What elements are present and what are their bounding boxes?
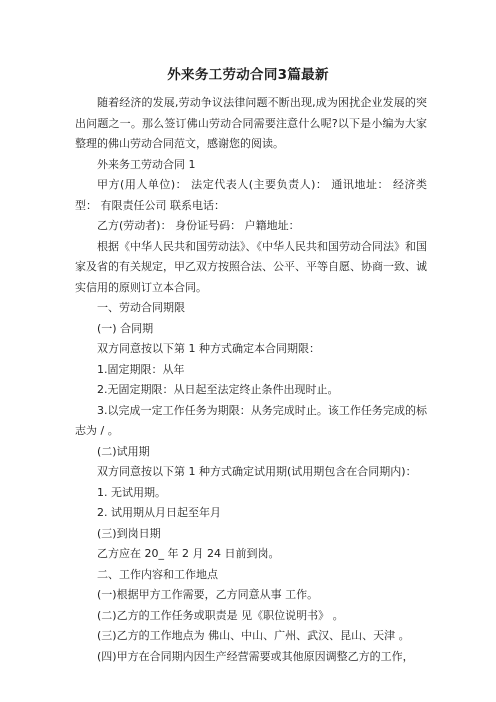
list-item: (四)甲方在合同期内因生产经营需要或其他原因调整乙方的工作， bbox=[97, 649, 414, 663]
party-b-info: 乙方(劳动者)： 身份证号码： 户籍地址： bbox=[97, 219, 300, 232]
subsection-heading: (二)试用期 bbox=[97, 444, 150, 458]
section-heading: 一、劳动合同期限 bbox=[97, 301, 185, 314]
list-item: 1. 无试用期。 bbox=[97, 485, 166, 499]
list-item: 1.固定期限：从年 bbox=[97, 362, 185, 376]
document-title: 外来务工劳动合同3篇最新 bbox=[167, 67, 329, 83]
list-item: (三)乙方的工作地点为 佛山、中山、广州、武汉、昆山、天津 。 bbox=[97, 629, 410, 642]
list-item: 2. 试用期从月日起至年月 bbox=[97, 506, 221, 519]
paragraph: 双方同意按以下第 1 种方式确定试用期(试用期包含在合同期内)： bbox=[97, 465, 417, 478]
intro-paragraph: 随着经济的发展,劳动争议法律问题不断出现,成为困扰企业发展的突出问题之一。那么签订佛山劳动合同需要注意什么呢?以下是小编为大家整理的佛山劳动合同范文，感谢您的阅读。 bbox=[75, 96, 427, 150]
list-item: 2.无固定期限：从日起至法定终止条件出现时止。 bbox=[97, 383, 339, 396]
document-body bbox=[75, 93, 427, 667]
subsection-heading: (一) 合同期 bbox=[97, 321, 154, 335]
subsection-heading: (三)到岗日期 bbox=[97, 526, 161, 540]
party-a-info: 甲方(用人单位)： 法定代表人(主要负责人)： 通讯地址： 经济类型： 有限责任公司 联系电话： bbox=[75, 178, 427, 212]
list-item: (一)根据甲方工作需要，乙方同意从事 工作。 bbox=[97, 588, 319, 601]
legal-basis-paragraph: 根据《中华人民共和国劳动法》、《中华人民共和国劳动合同法》和国家及省的有关规定，甲乙双方按照合法、公平、平等自愿、协商一致、诚实信用的原则订立本合同。 bbox=[75, 239, 427, 294]
section-heading: 二、工作内容和工作地点 bbox=[97, 567, 218, 581]
contract-heading: 外来务工劳动合同 1 bbox=[97, 157, 196, 171]
list-item: 3.以完成一定工作任务为期限：从务完成时止。该工作任务完成的标志为 / 。 bbox=[75, 403, 427, 437]
list-item: (二)乙方的工作任务或职责是 见《职位说明书》 。 bbox=[97, 608, 344, 622]
paragraph: 双方同意按以下第 1 种方式确定本合同期限： bbox=[97, 342, 320, 355]
paragraph: 乙方应在 20_ 年 2 月 24 日前到岗。 bbox=[97, 547, 280, 560]
